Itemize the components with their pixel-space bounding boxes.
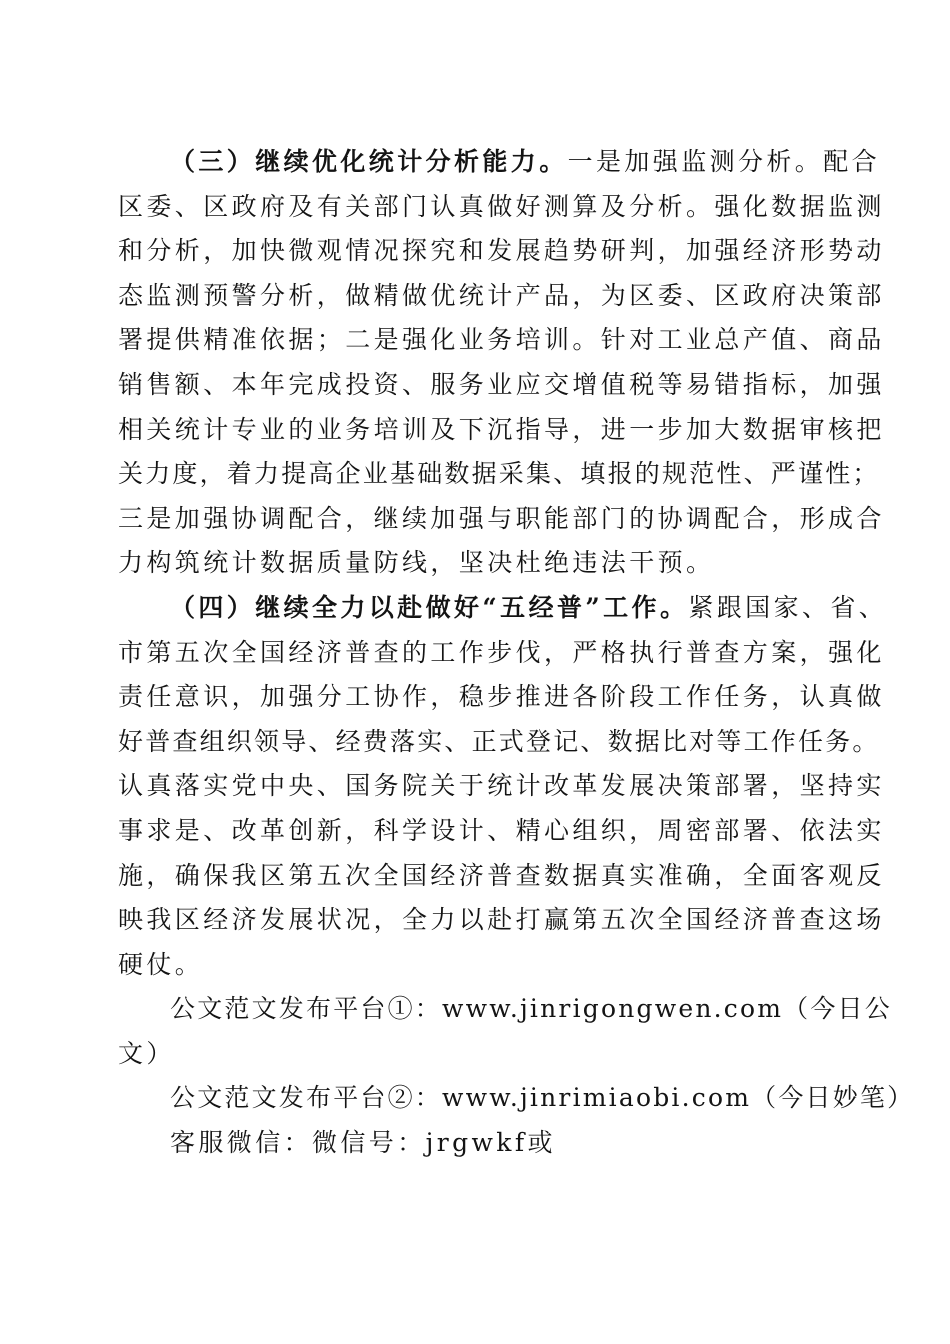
paragraph-3-line: 态监测预警分析，做精做优统计产品，为区委、区政府决策部 xyxy=(118,280,885,310)
platform-2-line: 公文范文发布平台②：www.jinrimiaobi.com（今日妙笔） xyxy=(170,1083,915,1113)
paragraph-3-line: 力构筑统计数据质量防线，坚决杜绝违法干预。 xyxy=(118,548,715,578)
paragraph-4-line: 映我区经济发展状况，全力以赴打赢第五次全国经济普查这场 xyxy=(118,905,885,935)
paragraph-4-text: 紧跟国家、省、 xyxy=(688,592,888,622)
paragraph-3-heading: （三）继续优化统计分析能力。 xyxy=(170,147,568,176)
platform-1-line-2: 文） xyxy=(118,1038,175,1068)
document-page xyxy=(118,140,915,1166)
paragraph-4-line: 市第五次全国经济普查的工作步伐，严格执行普查方案，强化 xyxy=(118,637,885,667)
paragraph-3-line: 关力度，着力提高企业基础数据采集、填报的规范性、严谨性； xyxy=(118,459,880,489)
paragraph-4-line: 责任意识，加强分工协作，稳步推进各阶段工作任务，认真做 xyxy=(118,682,885,712)
paragraph-3-line-1 xyxy=(118,140,881,185)
paragraph-3-line: 区委、区政府及有关部门认真做好测算及分析。强化数据监测 xyxy=(118,191,885,221)
customer-service-line: 客服微信：微信号：jrgwkf或 xyxy=(170,1128,556,1158)
paragraph-4-line: 硬仗。 xyxy=(118,949,204,979)
paragraph-3-line: 署提供精准依据；二是强化业务培训。针对工业总产值、商品 xyxy=(118,325,885,355)
paragraph-4-line: 施，确保我区第五次全国经济普查数据真实准确，全面客观反 xyxy=(118,860,885,890)
paragraph-3-line: 和分析，加快微观情况探究和发展趋势研判，加强经济形势动 xyxy=(118,236,885,266)
paragraph-3-line: 相关统计专业的业务培训及下沉指导，进一步加大数据审核把 xyxy=(118,414,885,444)
paragraph-3-text: 一是加强监测分析。配合 xyxy=(567,147,881,176)
paragraph-4-line-1 xyxy=(118,586,888,631)
paragraph-4-line: 事求是、改革创新，科学设计、精心组织，周密部署、依法实 xyxy=(118,815,885,845)
platform-1-line-1: 公文范文发布平台①：www.jinrigongwen.com（今日公 xyxy=(170,994,892,1024)
paragraph-4-heading: （四）继续全力以赴做好“五经普”工作。 xyxy=(170,592,689,622)
paragraph-4-line: 认真落实党中央、国务院关于统计改革发展决策部署，坚持实 xyxy=(118,771,885,801)
paragraph-3-line: 三是加强协调配合，继续加强与职能部门的协调配合，形成合 xyxy=(118,503,885,533)
paragraph-3-line: 销售额、本年完成投资、服务业应交增值税等易错指标，加强 xyxy=(118,369,885,399)
paragraph-4-line: 好普查组织领导、经费落实、正式登记、数据比对等工作任务。 xyxy=(118,726,880,756)
